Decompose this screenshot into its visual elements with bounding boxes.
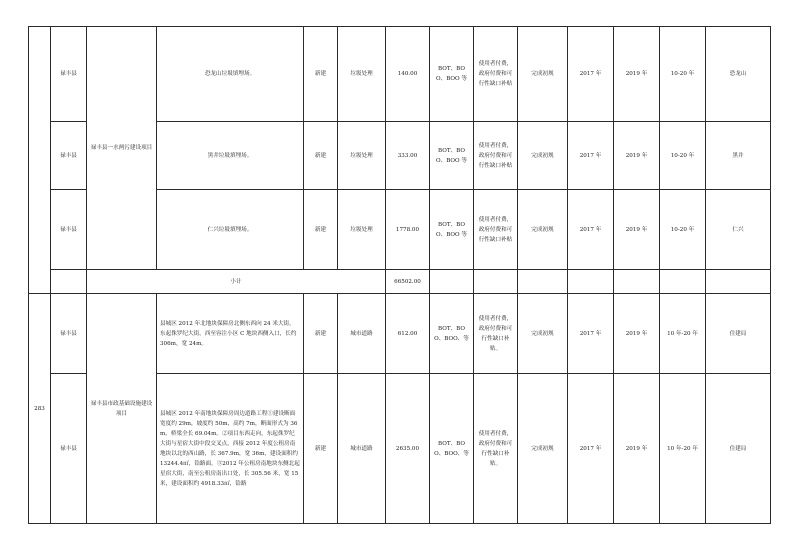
nature-cell: 新建 bbox=[304, 190, 338, 270]
mode-cell: BOT、BOO、BOO、等 bbox=[430, 294, 474, 374]
start-cell: 2017 年 bbox=[568, 190, 614, 270]
term-cell: 10-20 年 bbox=[660, 190, 706, 270]
start-cell: 2017 年 bbox=[568, 294, 614, 374]
payback-cell: 使用者付费，政府付费和可行性缺口补贴 bbox=[474, 122, 518, 190]
stage-cell: 完成初规 bbox=[518, 122, 568, 190]
blank-cell bbox=[706, 270, 771, 294]
stage-cell: 完成初规 bbox=[518, 190, 568, 270]
blank-cell bbox=[518, 270, 568, 294]
subtotal-label: 小计 bbox=[87, 270, 386, 294]
desc-cell: 恐龙山垃圾填埋场。 bbox=[157, 27, 304, 122]
term-cell: 10 年-20 年 bbox=[660, 294, 706, 374]
mode-cell: BOT、BOO、BOO 等 bbox=[430, 122, 474, 190]
start-cell: 2017 年 bbox=[568, 374, 614, 524]
dept-cell: 住建局 bbox=[706, 294, 771, 374]
stage-cell: 完成初规 bbox=[518, 294, 568, 374]
mode-cell: BOT、BOO、BOO 等 bbox=[430, 190, 474, 270]
seq-cell: 283 bbox=[29, 294, 51, 524]
dept-cell: 恐龙山 bbox=[706, 27, 771, 122]
start-cell: 2017 年 bbox=[568, 122, 614, 190]
blank-cell bbox=[474, 270, 518, 294]
county-cell: 禄丰县 bbox=[51, 122, 87, 190]
category-cell: 城市道路 bbox=[338, 374, 386, 524]
mode-cell: BOT、BOO、BOO 等 bbox=[430, 27, 474, 122]
stage-cell: 完成初规 bbox=[518, 27, 568, 122]
dept-cell: 仁兴 bbox=[706, 190, 771, 270]
category-cell: 城市道路 bbox=[338, 294, 386, 374]
blank-cell bbox=[568, 270, 614, 294]
term-cell: 10 年-20 年 bbox=[660, 374, 706, 524]
county-cell: 禄丰县 bbox=[51, 190, 87, 270]
amount-cell: 2635.00 bbox=[386, 374, 430, 524]
nature-cell: 新建 bbox=[304, 294, 338, 374]
dept-cell: 黑井 bbox=[706, 122, 771, 190]
payback-cell: 使用者付费，政府付费和可行性缺口补贴。 bbox=[474, 374, 518, 524]
end-cell: 2019 年 bbox=[614, 374, 660, 524]
term-cell: 10-20 年 bbox=[660, 27, 706, 122]
desc-cell: 仁兴垃圾填埋场。 bbox=[157, 190, 304, 270]
stage-cell: 完成初规 bbox=[518, 374, 568, 524]
amount-cell: 1778.00 bbox=[386, 190, 430, 270]
start-cell: 2017 年 bbox=[568, 27, 614, 122]
county-cell: 禄丰县 bbox=[51, 374, 87, 524]
nature-cell: 新建 bbox=[304, 27, 338, 122]
nature-cell: 新建 bbox=[304, 122, 338, 190]
end-cell: 2019 年 bbox=[614, 27, 660, 122]
category-cell: 垃圾处理 bbox=[338, 27, 386, 122]
end-cell: 2019 年 bbox=[614, 190, 660, 270]
subtotal-amount: 66502.00 bbox=[386, 270, 430, 294]
project-group-cell: 禄丰县市政基础设施建设项目 bbox=[87, 294, 157, 524]
desc-cell: 县城区 2012 年北地块保障房北侧东西向 24 米大街，东起侏罗纪大街，西至容注小区 C 地块西侧入口，长约 306m，宽 24m。 bbox=[157, 294, 304, 374]
payback-cell: 使用者付费，政府付费和可行性缺口补贴 bbox=[474, 190, 518, 270]
table-row bbox=[29, 27, 771, 122]
payback-cell: 使用者付费，政府付费和可行性缺口补贴。 bbox=[474, 294, 518, 374]
amount-cell: 140.00 bbox=[386, 27, 430, 122]
nature-cell: 新建 bbox=[304, 374, 338, 524]
blank-cell bbox=[660, 270, 706, 294]
table-row bbox=[29, 294, 771, 374]
blank-cell bbox=[614, 270, 660, 294]
amount-cell: 333.00 bbox=[386, 122, 430, 190]
term-cell: 10-20 年 bbox=[660, 122, 706, 190]
project-table bbox=[28, 26, 771, 524]
amount-cell: 612.00 bbox=[386, 294, 430, 374]
subtotal-row bbox=[29, 270, 771, 294]
end-cell: 2019 年 bbox=[614, 294, 660, 374]
category-cell: 垃圾处理 bbox=[338, 190, 386, 270]
county-cell: 禄丰县 bbox=[51, 27, 87, 122]
end-cell: 2019 年 bbox=[614, 122, 660, 190]
blank-cell bbox=[430, 270, 474, 294]
dept-cell: 住建局 bbox=[706, 374, 771, 524]
project-group-cell: 禄丰县一水两污建设项目 bbox=[87, 27, 157, 270]
county-cell: 禄丰县 bbox=[51, 294, 87, 374]
desc-cell: 县城区 2012 年南地块保障房周边道路工程①建设断面宽度约 29m，坡度约 50m，高约 7m，断面形式为 36m，桥梁全长 69.04m。②项目东西走向，东起侏罗纪大街与星宿大街中段交叉点，西接 2012 年度公租房南地块以北的西山路，长 367.9m，宽 36m，建设面积约 13244.4㎡，铪路面。③2012 年公租房南地块东侧北起星宿大街，南至公租房南出口处，长 305.56 米，宽 15 米，建设面积约 4918.33㎡，铪路 bbox=[157, 374, 304, 524]
category-cell: 垃圾处理 bbox=[338, 122, 386, 190]
payback-cell: 使用者付费，政府付费和可行性缺口补贴 bbox=[474, 27, 518, 122]
blank-cell bbox=[51, 270, 87, 294]
seq-cell-blank bbox=[29, 27, 51, 294]
desc-cell: 黑井垃圾填埋场。 bbox=[157, 122, 304, 190]
mode-cell: BOT、BOO、BOO、等 bbox=[430, 374, 474, 524]
